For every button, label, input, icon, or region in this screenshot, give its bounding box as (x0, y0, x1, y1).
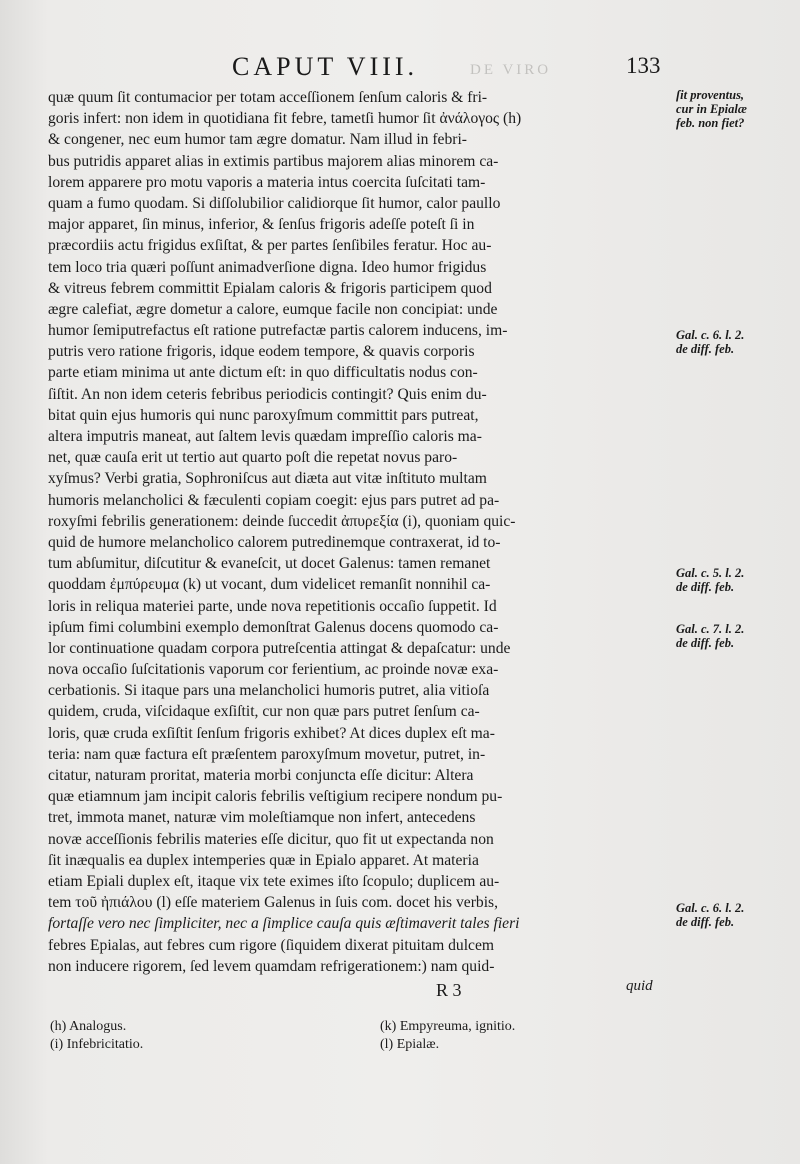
footnote-text: Analogus. (69, 1019, 127, 1034)
text-line: ægre calefiat, ægre dometur a calore, eumque facile non concipiat: unde (48, 300, 498, 318)
text-line: quam a fumo quodam. Si diſſolubilior calidiorque ſit humor, calor paullo (48, 194, 501, 212)
margin-note-line: ſit proventus, (676, 88, 745, 102)
text-line: loris in reliqua materiei parte, unde nova repetitionis occaſio ſuppetit. Id (48, 597, 497, 615)
text-line: roxyſmi febrilis generationem: deinde ſuccedit ἀπυρεξία (i), quoniam quic- (48, 512, 516, 530)
text-line: bitat quin ejus humoris qui nunc paroxyſmum committit pars putreat, (48, 406, 479, 424)
text-line: febres Epialas, aut febres cum rigore (ſiquidem dixerat pituitam dulcem (48, 936, 494, 954)
text-line italic-line: fortaſſe vero nec ſimpliciter, nec a ſimplice cauſa quis æſtimaverit tales fieri (48, 915, 520, 933)
text-line: quæ quum ſit contumacior per totam acceſſionem ſenſum caloris & fri- (48, 89, 488, 106)
margin-note-line: feb. non fiet? (676, 116, 745, 130)
text-line: ſit inæqualis ea duplex intemperies quæ in Epialo apparet. At materia (48, 851, 479, 869)
text-line: tum abſumitur, diſcutitur & evaneſcit, ut docet Galenus: tamen remanet (48, 555, 491, 573)
text-line: cerbationis. Si itaque pars una melancholici humoris putret, alia vitioſa (48, 682, 490, 700)
margin-note-line: de diff. feb. (676, 915, 735, 929)
text-line: loris, quæ cruda exſiſtit ſenſum frigoris exhibet? At dices duplex eſt ma- (48, 724, 495, 742)
text-line: xyſmus? Verbi gratia, Sophroniſcus aut diæta aut vitæ inſtituto multam (48, 470, 487, 488)
text-line: quæ etiamnum jam incipit caloris febrilis veſtigium recipere nondum pu- (48, 788, 503, 806)
margin-note (676, 566, 794, 594)
text-line: net, quæ cauſa erit ut tertio aut quarto poſt die repetat novus paro- (48, 449, 458, 467)
text-line: ipſum fimi columbini exemplo demonſtrat Galenus docens quomodo ca- (48, 618, 499, 636)
text-line: quoddam ἐμπύρευμα (k) ut vocant, dum videlicet remanſit nonnihil ca- (48, 576, 491, 594)
text-line: quidem, cruda, viſcidaque exſiſtit, cur non quæ pars putret ſenſum ca- (48, 703, 480, 721)
text-line: etiam Epiali duplex eſt, itaque vix tete eximes iſto ſcopulo; duplicem au- (48, 872, 500, 890)
footnote (380, 1036, 439, 1054)
text-line: bus putridis apparet alias in extimis partibus majorem alias minorem ca- (48, 152, 499, 170)
footnote (380, 1018, 515, 1036)
text-line: præcordiis actu frigidus exſiſtat, & per partes ſenſibiles feratur. Hoc au- (48, 237, 492, 255)
footnote-mark: (i) (50, 1037, 64, 1052)
margin-note (676, 901, 794, 929)
text-line: humor ſemiputrefactus eſt ratione putrefactæ partis calorem inducens, im- (48, 322, 508, 340)
text-line: goris infert: non idem in quotidiana fit febre, tametſi humor ſit ἀνάλογος (h) (48, 110, 522, 128)
text-line: novæ acceſſionis febrilis materies eſſe dicitur, quo fit ut expectanda non (48, 830, 494, 848)
margin-note-line: Gal. c. 6. l. 2. (676, 901, 745, 915)
text-line: quid de humore melancholico calorem putredinemque contraxerat, id to- (48, 533, 501, 551)
footnote-text: Infebricitatio. (66, 1037, 144, 1052)
text-line: ſiſtit. An non idem ceteris febribus periodicis contingit? Quis enim du- (48, 385, 487, 403)
text-line: humoris melancholici & fæculenti copiam coegit: ejus pars putret ad pa- (48, 491, 500, 509)
margin-note-line: de diff. feb. (676, 636, 735, 650)
footnote (50, 1018, 126, 1036)
text-line: tret, immota manet, naturæ vim moleſtiamque non infert, antecedens (48, 809, 476, 827)
footnote-mark: (h) (50, 1019, 67, 1034)
signature-mark: R 3 (436, 980, 462, 1000)
bleed-through-text: DE VIRO (470, 62, 552, 78)
margin-note-line: Gal. c. 6. l. 2. (676, 328, 745, 342)
footnote-mark: (k) (380, 1019, 397, 1034)
text-line: altera imputris maneat, aut ſaltem levis quædam impreſſio caloris ma- (48, 428, 482, 445)
catchword: quid (626, 978, 653, 994)
text-line: non inducere rigorem, ſed levem quamdam refrigerationem:) nam quid- (48, 957, 495, 975)
footnote-text: Empyreuma, ignitio. (399, 1019, 516, 1034)
text-line: teria: nam quæ factura eſt præſentem paroxyſmum movetur, putret, in- (48, 745, 486, 763)
margin-note (676, 622, 794, 650)
text-line: & vitreus febrem committit Epialam caloris & frigoris participem quod (48, 279, 492, 297)
margin-note-line: de diff. feb. (676, 342, 735, 356)
margin-note (676, 328, 794, 356)
running-head: CAPUT VIII. (232, 52, 419, 81)
main-text-block (48, 87, 660, 977)
text-line: parte etiam minima ut ante dictum eſt: in quo difficultatis nodus con- (48, 364, 478, 382)
text-line: nova occaſio ſuſcitationis vaporum cor ferientium, ac proinde novæ exa- (48, 661, 499, 679)
text-line: lor continuatione quadam corpora putreſcentia attingat & depaſcatur: unde (48, 639, 511, 657)
margin-note-line: Gal. c. 7. l. 2. (676, 622, 745, 636)
text-line: & congener, nec eum humor tam ægre domatur. Nam illud in febri- (48, 131, 467, 149)
margin-note-line: Gal. c. 5. l. 2. (676, 566, 745, 580)
text-line: tem loco tria quæri poſſunt animadverſione digna. Ideo humor frigidus (48, 258, 487, 276)
text-line: citatur, naturam proritat, materia morbi conjuncta eſſe dicitur: Altera (48, 767, 474, 784)
text-line: putris vero ratione frigoris, idque eodem tempore, & quavis corporis (48, 343, 475, 361)
footnote-text: Epialæ. (396, 1037, 440, 1052)
margin-note-line: cur in Epialæ (676, 102, 747, 116)
text-line: lorem apparere pro motu vaporis a materia intus coercita ſuſcitati tam- (48, 173, 486, 191)
text-line: tem τοῦ ἠπιάλου (l) eſſe materiem Galenus in ſuis com. docet his verbis, (48, 894, 499, 912)
text-line: major apparet, ſin minus, inferior, & ſenſus frigoris adeſſe poteſt ſi in (48, 216, 475, 234)
footnote-mark: (l) (380, 1037, 394, 1052)
margin-note (676, 88, 794, 130)
margin-note-line: de diff. feb. (676, 580, 735, 594)
footnote (50, 1036, 143, 1054)
page-number: 133 (626, 53, 661, 78)
